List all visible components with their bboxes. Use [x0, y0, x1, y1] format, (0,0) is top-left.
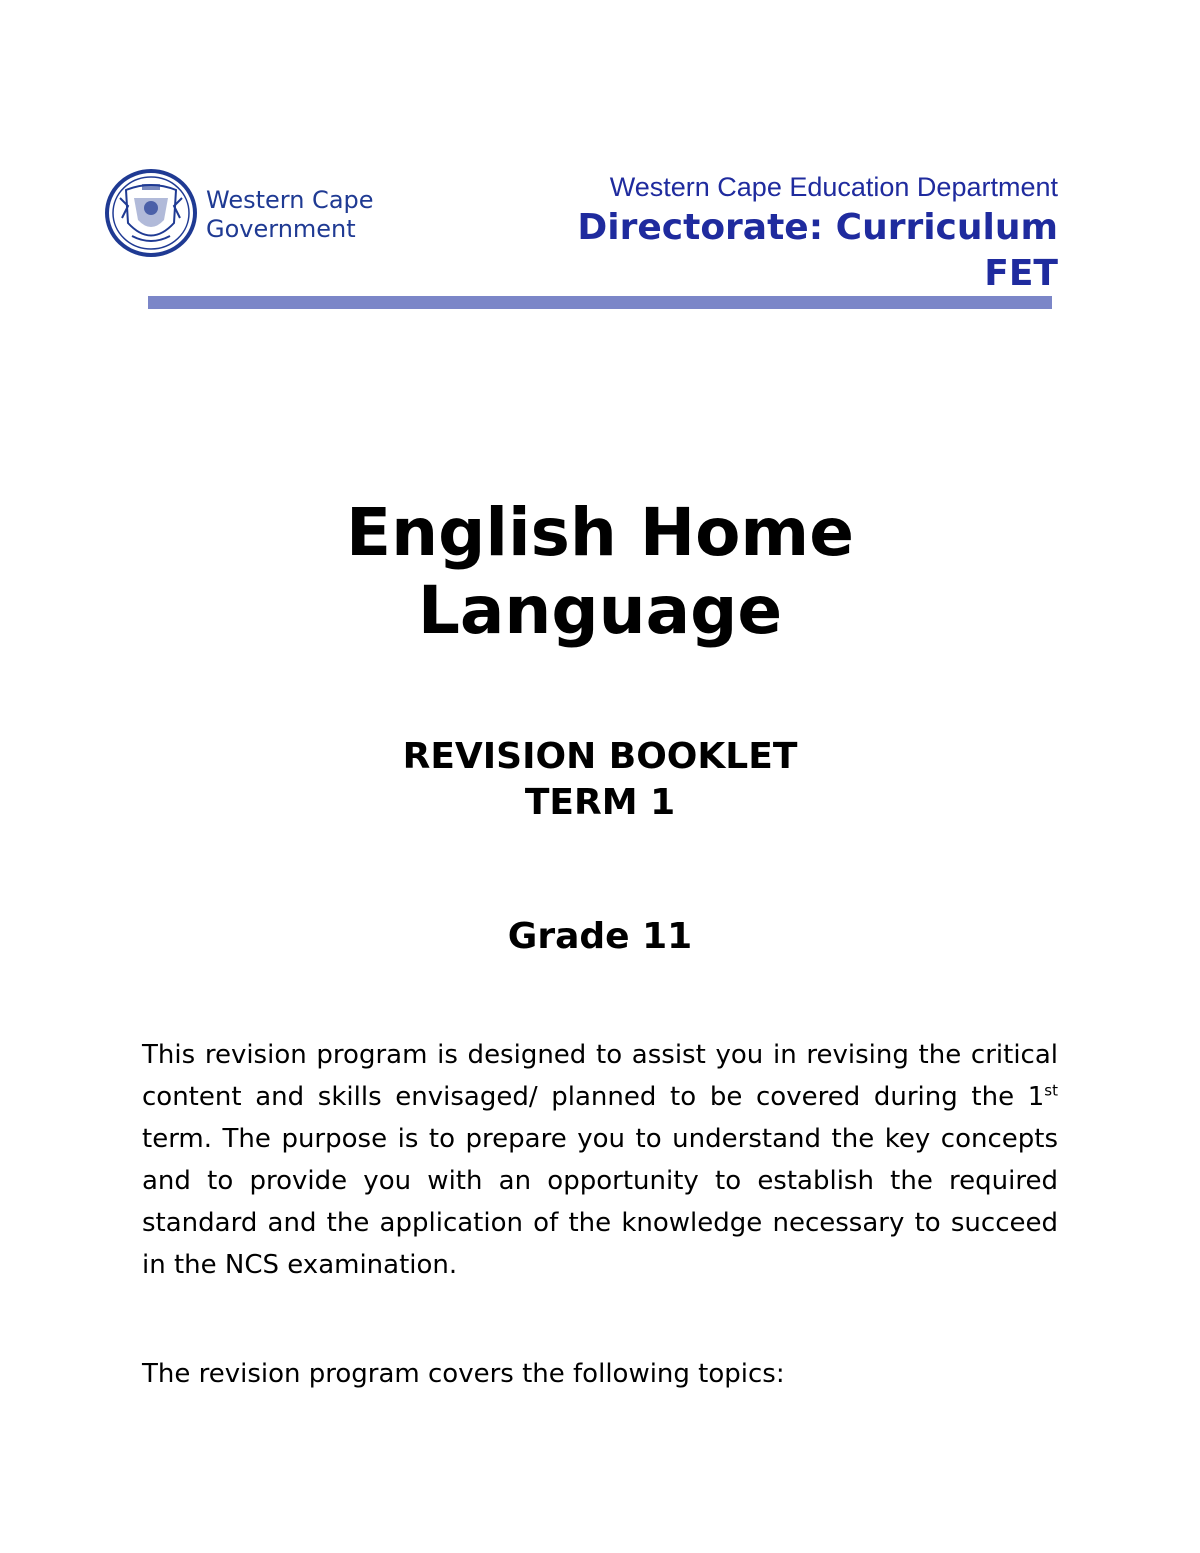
grade-label: Grade 11	[507, 916, 693, 957]
government-logo	[104, 168, 414, 258]
term-label: TERM 1	[524, 782, 676, 823]
header-divider	[148, 296, 1052, 309]
government-name-line1: Western Cape	[206, 186, 374, 214]
ordinal-suffix: st	[1044, 1081, 1058, 1100]
booklet-subtitle	[0, 734, 1200, 826]
intro-text-end: term. The purpose is to prepare you to understand the key concepts and to provide you with an opportunity to establish the required standard and the application of the knowledge necessary to succeed in the NCS examination.	[142, 1124, 1058, 1280]
title-line-1: English Home	[346, 494, 854, 571]
title-line-2: Language	[417, 572, 783, 649]
directorate-title: Directorate: Curriculum	[577, 207, 1058, 248]
department-name: Western Cape Education Department	[609, 172, 1058, 202]
booklet-label: REVISION BOOKLET	[402, 736, 798, 777]
intro-paragraph	[142, 1034, 1058, 1286]
government-name-line2: Government	[206, 215, 356, 243]
document-title	[0, 494, 1200, 650]
directorate-unit: FET	[984, 253, 1058, 294]
department-block	[458, 171, 1058, 296]
government-name	[206, 186, 374, 244]
coat-of-arms-icon	[104, 168, 198, 258]
topics-intro: The revision program covers the following topics:	[142, 1359, 785, 1389]
intro-text-start: This revision program is designed to assist you in revising the critical content and skills envisaged/ planned to be covered during the 1	[142, 1040, 1058, 1112]
